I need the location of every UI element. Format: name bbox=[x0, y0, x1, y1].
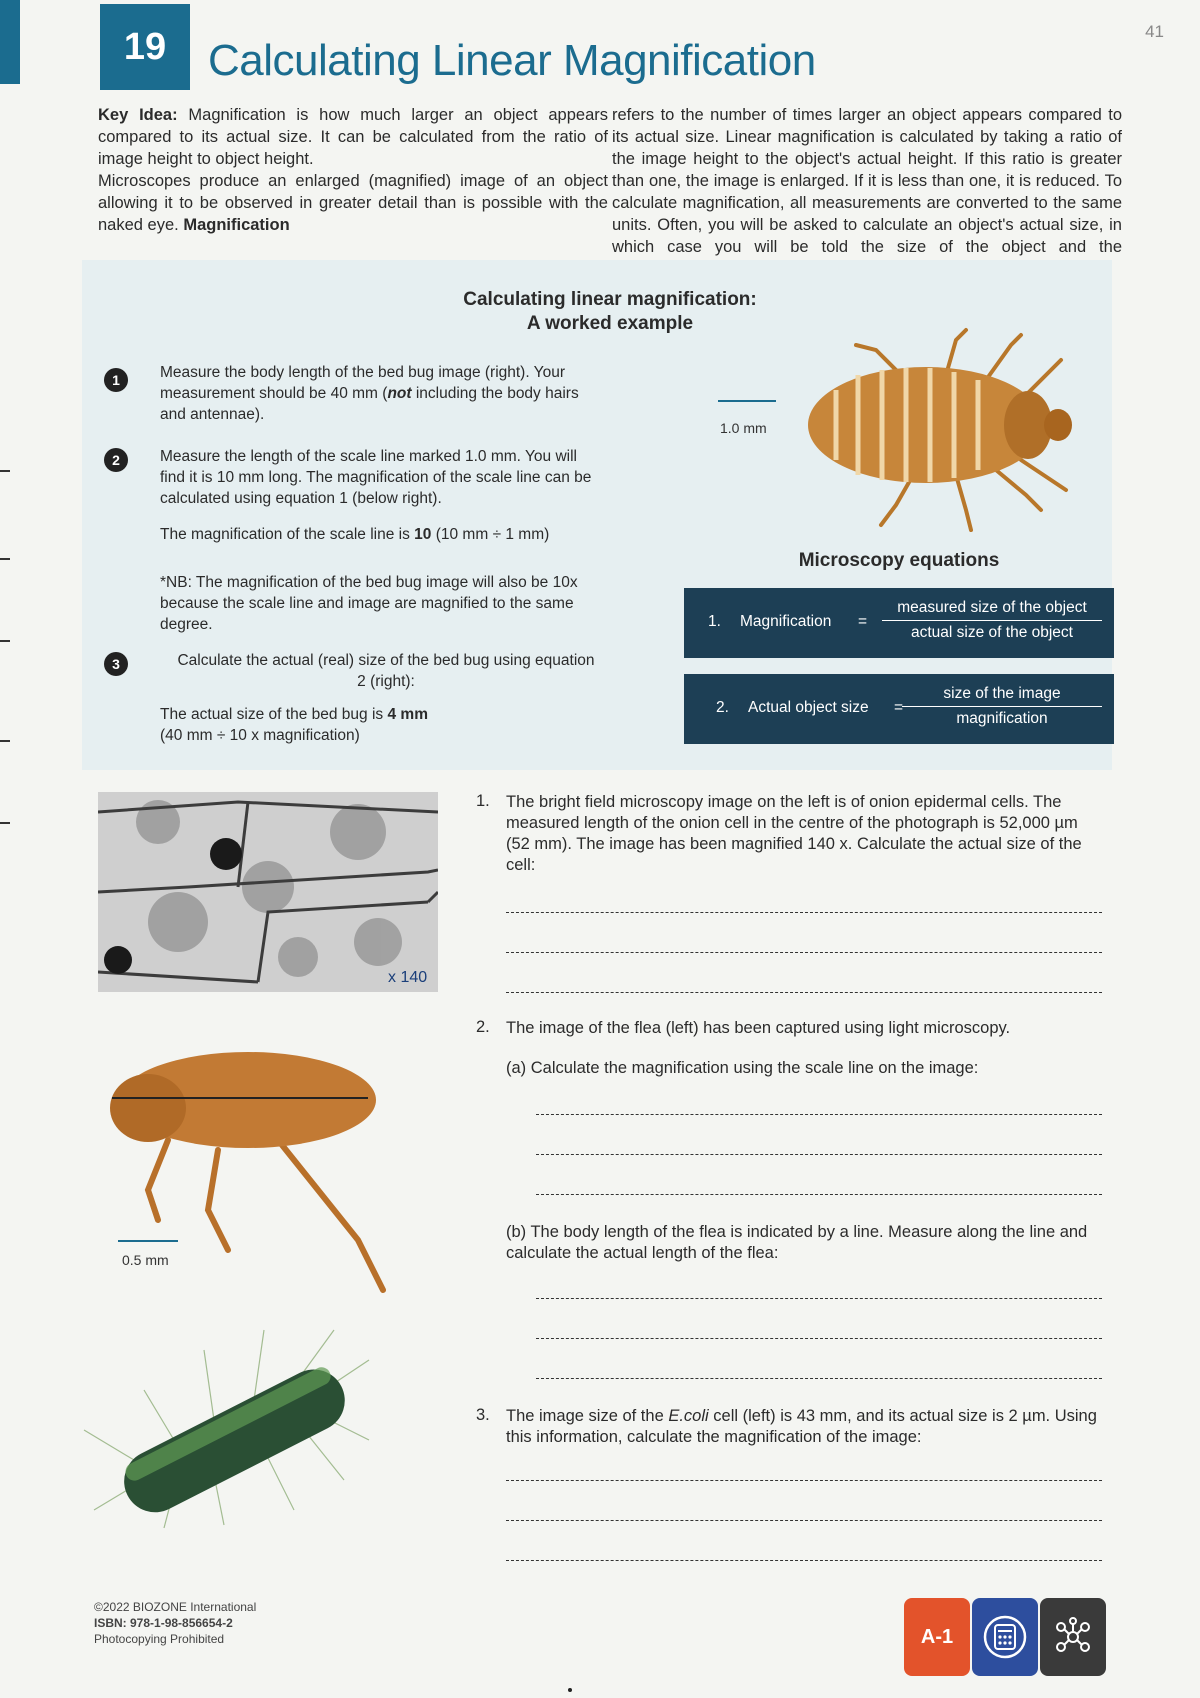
eq1-fraction bbox=[882, 596, 1102, 645]
answer-line[interactable] bbox=[536, 1154, 1102, 1155]
step1-text-a: Measure the body length of the bed bug image (right). Your measurement should be 40 mm ( bbox=[160, 364, 565, 402]
eq2-number: 2. bbox=[716, 699, 729, 716]
eq2-equals: = bbox=[894, 699, 904, 716]
bedbug-result bbox=[160, 704, 598, 746]
question-2b-text: (b) The body length of the flea is indicated by a line. Measure along the line and calculate the actual length of the flea: bbox=[506, 1223, 1088, 1262]
flea-scale-bar bbox=[118, 1240, 178, 1242]
worked-example-title bbox=[420, 288, 800, 336]
question-2-number: 2. bbox=[476, 1018, 490, 1036]
step-3-marker: 3 bbox=[104, 652, 128, 676]
key-idea-text: Magnification is how much larger an object appears compared to its actual size. It can be calculated from the ratio of image height to object height. bbox=[98, 106, 608, 168]
calculator-icon bbox=[983, 1615, 1027, 1659]
answer-line[interactable] bbox=[506, 912, 1102, 913]
step-3-text: Calculate the actual (real) size of the bed bug using equation 2 (right): bbox=[177, 652, 595, 690]
answer-line[interactable] bbox=[506, 992, 1102, 993]
worked-title-line2: A worked example bbox=[526, 313, 694, 334]
flea-scale-label: 0.5 mm bbox=[122, 1252, 169, 1268]
equations-title: Microscopy equations bbox=[798, 550, 1000, 571]
answer-line[interactable] bbox=[536, 1338, 1102, 1339]
key-idea-label: Key Idea: bbox=[98, 106, 178, 124]
bedbug-image bbox=[796, 320, 1086, 540]
step1-text-b: including the body hairs and antennae). bbox=[160, 385, 579, 423]
intro-paragraph-1: Microscopes produce an enlarged (magnified) image of an object allowing it to be observed in greater detail than is possible with the naked eye. bbox=[98, 172, 608, 234]
edge-mark bbox=[0, 740, 10, 742]
scale-magnification-text bbox=[160, 524, 598, 545]
nb-note: *NB: The magnification of the bed bug image will also be 10x because the scale line and image are magnified to the same degree. bbox=[160, 574, 578, 633]
edge-mark bbox=[0, 822, 10, 824]
eq2-denominator: magnification bbox=[956, 710, 1048, 727]
q3-ecoli: E.coli bbox=[668, 1407, 709, 1425]
answer-line[interactable] bbox=[536, 1298, 1102, 1299]
onion-cells-image bbox=[98, 792, 438, 992]
eq1-name: Magnification bbox=[740, 613, 832, 630]
answer-line[interactable] bbox=[536, 1378, 1102, 1379]
footer-notice: Photocopying Prohibited bbox=[94, 1632, 225, 1646]
network-tab[interactable] bbox=[1040, 1598, 1106, 1676]
q3-text-a: The image size of the bbox=[506, 1407, 669, 1425]
footer-credits bbox=[94, 1599, 256, 1647]
magnification-term: Magnification bbox=[183, 216, 290, 234]
eq1-denominator: actual size of the object bbox=[911, 624, 1073, 641]
eq1-number: 1. bbox=[708, 613, 721, 630]
answer-line[interactable] bbox=[536, 1114, 1102, 1115]
question-3-number: 3. bbox=[476, 1406, 490, 1424]
edge-mark bbox=[0, 470, 10, 472]
eq2-fraction bbox=[902, 682, 1102, 731]
intro-right-column bbox=[612, 104, 1122, 280]
network-icon bbox=[1051, 1615, 1095, 1659]
chapter-edge-strip bbox=[0, 0, 20, 84]
footer-isbn: ISBN: 978-1-98-856654-2 bbox=[94, 1616, 233, 1630]
step1-not: not bbox=[387, 385, 412, 402]
equation-1-box bbox=[684, 588, 1114, 658]
worked-title-line1: Calculating linear magnification: bbox=[463, 289, 757, 310]
scale-mag-c: (10 mm ÷ 1 mm) bbox=[431, 526, 550, 543]
edge-mark bbox=[0, 640, 10, 642]
result-c: (40 mm ÷ 10 x magnification) bbox=[160, 727, 360, 744]
eq2-name: Actual object size bbox=[748, 699, 869, 716]
eq2-numerator: size of the image bbox=[902, 682, 1102, 707]
chapter-number-badge: 19 bbox=[100, 4, 190, 90]
question-3-text bbox=[506, 1406, 1102, 1448]
q3-text-b: cell (left) is 43 mm, and its actual size is 2 µm. Using this information, calculate the magnification of the image: bbox=[506, 1407, 1097, 1446]
activity-tab-a1[interactable]: A-1 bbox=[904, 1598, 970, 1676]
equation-2-box bbox=[684, 674, 1114, 744]
onion-magnification-label: x 140 bbox=[388, 969, 428, 986]
intro-left-column bbox=[98, 104, 608, 236]
result-b: 4 mm bbox=[387, 706, 428, 723]
step-2-marker: 2 bbox=[104, 448, 128, 472]
answer-line[interactable] bbox=[536, 1194, 1102, 1195]
calculator-tab[interactable] bbox=[972, 1598, 1038, 1676]
question-2a-text: (a) Calculate the magnification using the scale line on the image: bbox=[506, 1059, 979, 1077]
question-2-text: The image of the flea (left) has been captured using light microscopy. bbox=[506, 1019, 1011, 1037]
edge-mark bbox=[0, 558, 10, 560]
page-dot bbox=[568, 1688, 572, 1692]
intro-paragraph-2: refers to the number of times larger an object appears compared to its actual size. Linear magnification is calculated by taking a ratio of the image height to the object's actual height. If this ratio is greater than one, the image is enlarged. If it is less than one, it is reduced. To calculate magnification, all measurements are converted to the same units. Often, you will be asked to calculate an object's actual size, in which case you will be told the size of the object and the bbox=[612, 106, 1122, 256]
scale-mag-a: The magnification of the scale line is bbox=[160, 526, 415, 543]
answer-line[interactable] bbox=[506, 952, 1102, 953]
page-number: 41 bbox=[1145, 22, 1164, 41]
bedbug-scale-bar bbox=[718, 400, 776, 402]
ecoli-image bbox=[74, 1310, 374, 1530]
footer-copyright: ©2022 BIOZONE International bbox=[94, 1600, 257, 1614]
question-1-text: The bright field microscopy image on the left is of onion epidermal cells. The measured length of the onion cell in the centre of the photograph is 52,000 µm (52 mm). The image has been magnified 140 x. Calculate the actual size of the cell: bbox=[506, 793, 1082, 874]
result-a: The actual size of the bed bug is bbox=[160, 706, 388, 723]
step-2-text: Measure the length of the scale line marked 1.0 mm. You will find it is 10 mm long. The magnification of the scale line can be calculated using equation 1 (below right). bbox=[160, 448, 592, 507]
step-1-text bbox=[160, 362, 598, 425]
question-1-number: 1. bbox=[476, 792, 490, 810]
bedbug-scale-label: 1.0 mm bbox=[720, 420, 767, 436]
scale-mag-b: 10 bbox=[414, 526, 432, 543]
eq1-numerator: measured size of the object bbox=[882, 596, 1102, 621]
answer-line[interactable] bbox=[506, 1480, 1102, 1481]
step-1-marker: 1 bbox=[104, 368, 128, 392]
answer-line[interactable] bbox=[506, 1560, 1102, 1561]
page-title: Calculating Linear Magnification bbox=[208, 36, 816, 85]
answer-line[interactable] bbox=[506, 1520, 1102, 1521]
eq1-equals: = bbox=[858, 613, 868, 630]
